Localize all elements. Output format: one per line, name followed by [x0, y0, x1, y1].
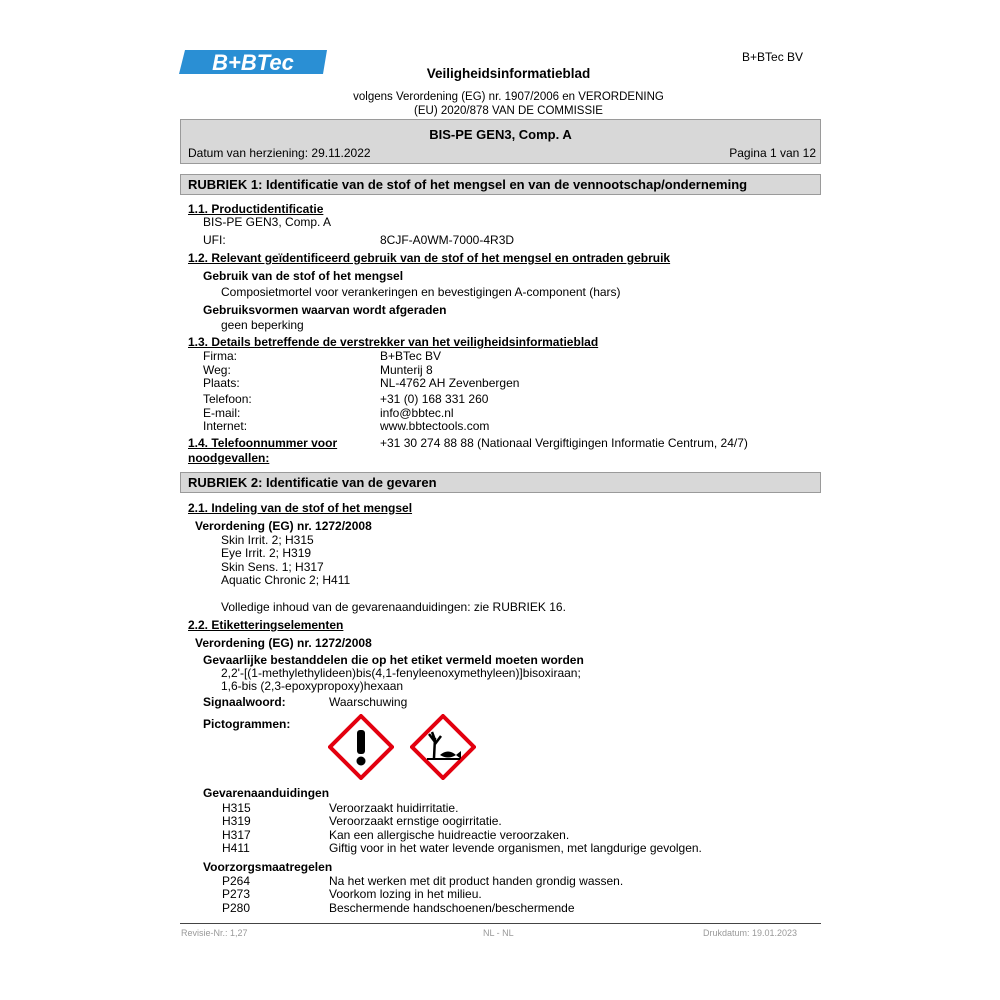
page-number: Pagina 1 van 12: [729, 146, 816, 160]
classification-item: Skin Sens. 1; H317: [221, 560, 324, 574]
supplier-label: E-mail:: [203, 406, 241, 420]
document-subtitle: [0, 90, 1000, 118]
hazard-code: H315: [222, 801, 251, 815]
advised-value: geen beperking: [221, 318, 304, 332]
environment-pictogram: [410, 714, 476, 780]
supplier-value: NL-4762 AH Zevenbergen: [380, 376, 520, 390]
section-1-heading: [180, 174, 821, 195]
hazard-text: Veroorzaakt ernstige oogirritatie.: [329, 814, 502, 828]
supplier-value: info@bbtec.nl: [380, 406, 454, 420]
company-name: B+BTec BV: [742, 50, 804, 64]
footer-print-date: Drukdatum: 19.01.2023: [703, 928, 798, 938]
hazardous-components-label: Gevaarlijke bestanddelen die op het etiket vermeld moeten worden: [203, 653, 584, 667]
hazardous-component: 2,2'-[(1-methylethylideen)bis(4,1-fenyleenoxymethyleen)]bisoxiraan;: [221, 666, 581, 680]
signal-word-label: Signaalwoord:: [203, 695, 286, 709]
pictograms-label: Pictogrammen:: [203, 717, 291, 731]
hazard-text: Veroorzaakt huidirritatie.: [329, 801, 459, 815]
precaution-code: P280: [222, 901, 251, 915]
emergency-number: +31 30 274 88 88 (Nationaal Vergiftigingen Informatie Centrum, 24/7): [380, 436, 748, 450]
full-text-note: Volledige inhoud van de gevarenaanduidingen: zie RUBRIEK 16.: [221, 600, 566, 614]
ufi-value: 8CJF-A0WM-7000-4R3D: [380, 233, 515, 247]
classification-item: Skin Irrit. 2; H315: [221, 533, 314, 547]
regulation-label-2: Verordening (EG) nr. 1272/2008: [195, 636, 372, 650]
ufi-label: UFI:: [203, 233, 226, 247]
section-2-heading-text: RUBRIEK 2: Identificatie van de gevaren: [188, 475, 437, 490]
s22-title: 2.2. Etiketteringselementen: [188, 618, 344, 632]
supplier-label: Internet:: [203, 419, 248, 433]
revision-date: Datum van herziening: 29.11.2022: [188, 146, 371, 160]
use-label: Gebruik van de stof of het mengsel: [203, 269, 404, 283]
subtitle-line-2: (EU) 2020/878 VAN DE COMMISSIE: [414, 105, 603, 117]
precaution-text: Na het werken met dit product handen grondig wassen.: [329, 874, 624, 888]
subtitle-line-1: volgens Verordening (EG) nr. 1907/2006 en VERORDENING: [353, 91, 664, 103]
hazard-text: Giftig voor in het water levende organismen, met langdurige gevolgen.: [329, 841, 702, 855]
hazard-statements-label: Gevarenaanduidingen: [203, 786, 330, 800]
s13-title: 1.3. Details betreffende de verstrekker van het veiligheidsinformatieblad: [188, 335, 599, 349]
hazard-code: H317: [222, 828, 251, 842]
logo-text: B+BTec: [212, 50, 294, 74]
signal-word-value: Waarschuwing: [329, 695, 408, 709]
supplier-label: Plaats:: [203, 376, 240, 390]
regulation-label: Verordening (EG) nr. 1272/2008: [195, 519, 372, 533]
supplier-value: www.bbtectools.com: [380, 419, 490, 433]
s12-title: 1.2. Relevant geïdentificeerd gebruik van de stof of het mengsel en ontraden gebruik: [188, 251, 671, 265]
hazard-code: H411: [222, 841, 250, 855]
supplier-label: Firma:: [203, 349, 237, 363]
section-1-heading-text: RUBRIEK 1: Identificatie van de stof of het mengsel en van de vennootschap/onderneming: [188, 177, 748, 192]
s11-product: BIS-PE GEN3, Comp. A: [203, 215, 332, 229]
s21-title: 2.1. Indeling van de stof of het mengsel: [188, 501, 413, 515]
exclamation-mark-pictogram: [328, 714, 394, 780]
s14-title-line-1: 1.4. Telefoonnummer voor: [188, 436, 338, 450]
exclamation-icon: [357, 730, 365, 754]
precaution-code: P273: [222, 887, 251, 901]
s11-title: 1.1. Productidentificatie: [188, 202, 324, 216]
hazard-code: H319: [222, 814, 251, 828]
supplier-label: Weg:: [203, 363, 231, 377]
hazardous-component: 1,6-bis (2,3-epoxypropoxy)hexaan: [221, 679, 404, 693]
footer-language: NL - NL: [483, 928, 514, 938]
document-title: Veiligheidsinformatieblad: [426, 66, 591, 81]
classification-item: Eye Irrit. 2; H319: [221, 546, 312, 560]
supplier-value: +31 (0) 168 331 260: [380, 392, 489, 406]
product-name: BIS-PE GEN3, Comp. A: [429, 127, 572, 142]
supplier-label: Telefoon:: [203, 392, 252, 406]
s14-title-line-2: noodgevallen:: [188, 451, 270, 465]
footer-revision: Revisie-Nr.: 1,27: [181, 928, 248, 938]
supplier-value: B+BTec BV: [380, 349, 442, 363]
hazard-text: Kan een allergische huidreactie veroorzaken.: [329, 828, 570, 842]
advised-label: Gebruiksvormen waarvan wordt afgeraden: [203, 303, 447, 317]
precautions-label: Voorzorgsmaatregelen: [203, 860, 333, 874]
supplier-value: Munterij 8: [380, 363, 433, 377]
footer-divider: [180, 923, 821, 924]
classification-item: Aquatic Chronic 2; H411: [221, 573, 351, 587]
precaution-text: Voorkom lozing in het milieu.: [329, 887, 482, 901]
product-header-box: [180, 119, 821, 164]
section-2-heading: [180, 472, 821, 493]
precaution-text: Beschermende handschoenen/beschermende: [329, 901, 575, 915]
use-value: Composietmortel voor verankeringen en bevestigingen A-component (hars): [221, 285, 621, 299]
precaution-code: P264: [222, 874, 251, 888]
